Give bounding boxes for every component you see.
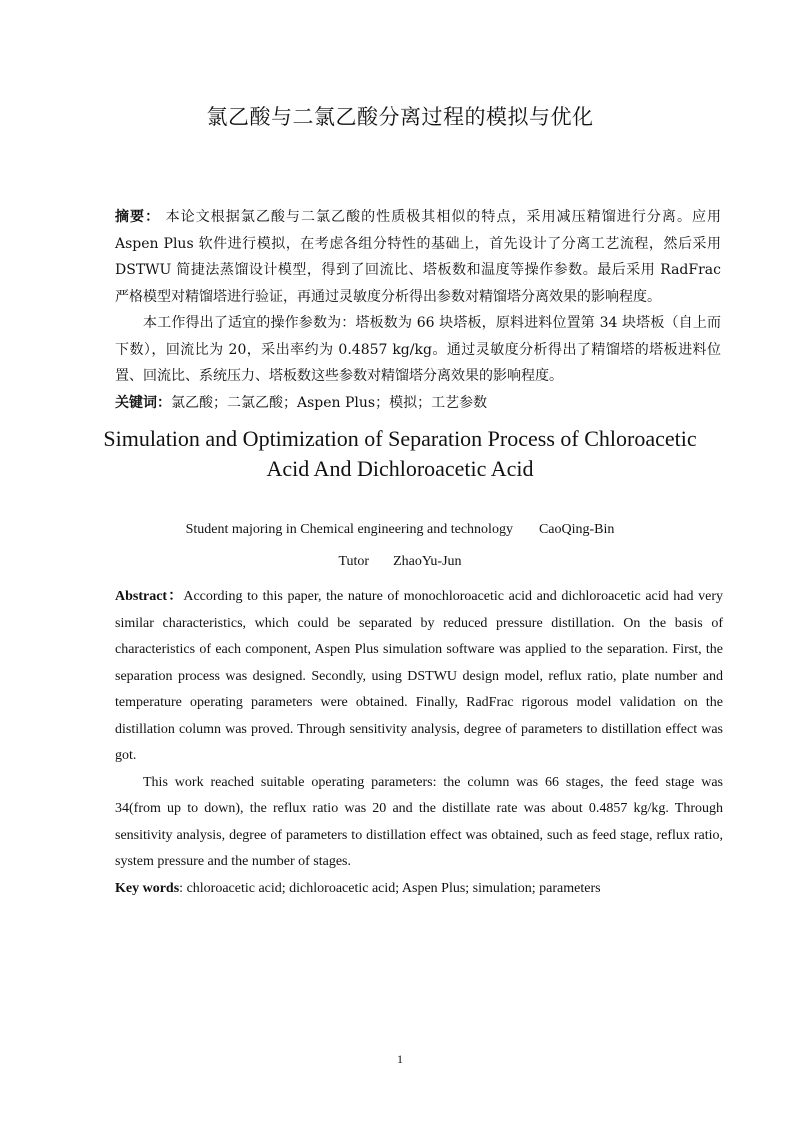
chinese-abstract-paragraph-2: 本工作得出了适宜的操作参数为：塔板数为 66 块塔板，原料进料位置第 34 块塔板（自上而下数），回流比为 20，采出率约为 0.4857 kg/kg。通过灵敏度分析得出了精馏塔的塔板进料位置、回流比、系统压力、塔板数这些参数对精馏塔分离效果的影响程度。 (115, 315, 721, 384)
tutor-line (0, 554, 800, 570)
english-keywords (115, 876, 723, 903)
tutor-label: Tutor (338, 554, 370, 569)
author-role: Student majoring in Chemical engineering and technology (185, 522, 513, 537)
chinese-abstract-label: 摘要： (115, 209, 161, 225)
chinese-abstract (115, 204, 721, 416)
chinese-keywords-label: 关键词： (115, 394, 171, 411)
english-title-line-1: Simulation and Optimization of Separation Process of Chloroacetic (103, 426, 697, 451)
english-abstract-label: Abstract： (115, 589, 184, 604)
chinese-title: 氯乙酸与二氯乙酸分离过程的模拟与优化 (206, 105, 594, 129)
page-number: 1 (397, 1052, 403, 1066)
english-keywords-separator: : (179, 880, 184, 896)
english-keywords-label: Key words (115, 880, 180, 896)
author-line (0, 522, 800, 538)
english-keywords-text: chloroacetic acid; dichloroacetic acid; Aspen Plus; simulation; parameters (186, 880, 601, 896)
english-abstract-paragraph-1 (115, 584, 723, 770)
author-name: CaoQing-Bin (538, 522, 615, 537)
english-title (0, 424, 800, 484)
tutor-name: ZhaoYu-Jun (393, 554, 462, 569)
chinese-abstract-paragraph-1 (115, 204, 721, 310)
english-abstract (115, 584, 723, 902)
english-abstract-text-1: According to this paper, the nature of monochloroacetic acid and dichloroacetic acid had very similar characteristics, which could be separated by reduced pressure distillation. On the basis of characteristics of each component, Aspen Plus simulation software was applied to the separation. First, the separation process was designed. Secondly, using DSTWU design model, reflux ratio, plate number and temperature operating parameters were obtained. Finally, RadFrac rigorous model validation on the distillation column was proved. Through sensitivity analysis, degree of parameters to distillation effect was got. (115, 589, 723, 763)
english-title-line-2: Acid And Dichloroacetic Acid (266, 456, 534, 481)
chinese-abstract-text-1: 本论文根据氯乙酸与二氯乙酸的性质极其相似的特点，采用减压精馏进行分离。应用 Aspen Plus 软件进行模拟，在考虑各组分特性的基础上，首先设计了分离工艺流程，然后采用 DSTWU 简捷法蒸馏设计模型，得到了回流比、塔板数和温度等操作参数。最后采用 RadFrac 严格模型对精馏塔进行验证，再通过灵敏度分析得出参数对精馏塔分离效果的影响程度。 (115, 209, 722, 305)
chinese-keywords-text: 氯乙酸；二氯乙酸；Aspen Plus；模拟；工艺参数 (171, 394, 488, 411)
english-abstract-paragraph-2: This work reached suitable operating parameters: the column was 66 stages, the feed stage was 34(from up to down), the reflux ratio was 20 and the distillate rate was about 0.4857 kg/kg. Through sensitivity analysis, degree of parameters to distillation effect was obtained, such as feed stage, reflux ratio, system pressure and the number of stages. (115, 774, 723, 869)
chinese-keywords (115, 390, 721, 417)
